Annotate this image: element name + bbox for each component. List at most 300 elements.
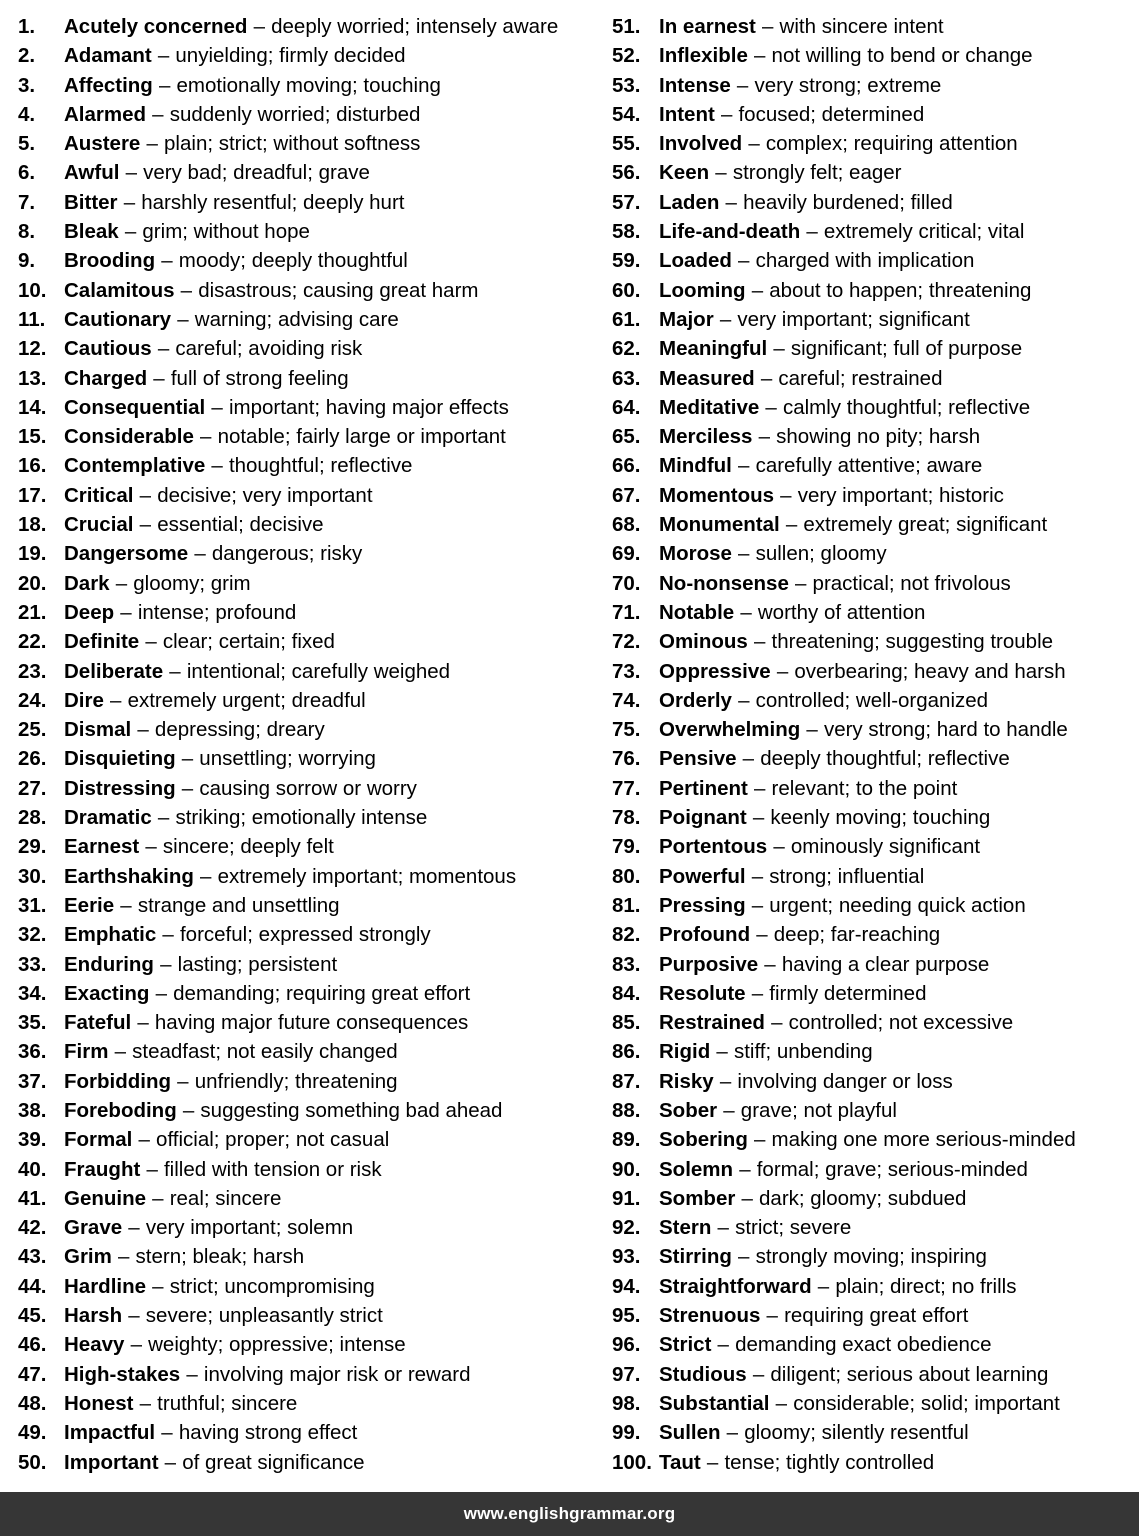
list-item [18,569,612,598]
en-dash-separator: – [720,102,733,126]
list-item [18,539,612,568]
en-dash-separator: – [738,688,750,712]
list-item [18,1418,612,1447]
list-item [612,393,1139,422]
list-item [18,1448,612,1477]
list-item-definition: involving danger or loss [737,1069,953,1093]
list-item-number: 80. [612,864,641,888]
list-item-definition: suggesting something bad ahead [200,1098,503,1122]
list-item-term: Measured [659,366,755,390]
list-item-number: 2. [18,44,36,68]
list-item-definition: intentional; carefully weighed [186,659,451,683]
list-item-number: 56. [612,161,641,185]
en-dash-separator: – [253,15,265,38]
en-dash-separator: – [748,132,760,156]
list-item-term: Honest [64,1391,134,1415]
list-item [18,41,612,70]
list-item-definition: extremely urgent; dreadful [127,688,366,712]
list-item-definition: having a clear purpose [781,952,990,976]
list-item-term: Hardline [64,1274,147,1298]
list-item [612,774,1139,803]
list-item-definition: unyielding; firmly decided [175,44,406,68]
en-dash-separator: – [773,835,785,859]
en-dash-separator: – [766,1304,778,1328]
en-dash-separator: – [146,1157,158,1181]
list-item [18,1272,612,1301]
list-item-definition: grave; not playful [740,1098,897,1122]
en-dash-separator: – [115,571,128,595]
en-dash-separator: – [153,366,165,390]
list-item-definition: formal; grave; serious-minded [756,1157,1028,1181]
list-item-definition: of great significance [182,1450,365,1474]
en-dash-separator: – [806,718,818,742]
en-dash-separator: – [773,337,785,361]
list-item-definition: plain; strict; without softness [164,132,421,156]
list-item-definition: extremely great; significant [803,513,1048,537]
en-dash-separator: – [139,483,152,507]
list-item-number: 4. [18,102,36,126]
list-item-term: Intent [659,102,715,126]
list-item-number: 27. [18,776,47,800]
list-item [18,1067,612,1096]
list-item [18,891,612,920]
en-dash-separator: – [806,220,818,244]
list-item [612,422,1139,451]
list-item-term: Contemplative [64,454,206,478]
list-item-definition: strongly moving; inspiring [755,1245,987,1269]
list-item-definition: very strong; extreme [754,73,942,97]
list-item [612,12,1139,41]
list-item-number: 49. [18,1421,47,1445]
list-item-definition: emotionally moving; touching [176,73,441,97]
list-item [612,832,1139,861]
en-dash-separator: – [738,542,750,566]
list-item-definition: dangerous; risky [211,542,363,566]
list-item-definition: very important; significant [737,307,970,331]
list-item [612,1037,1139,1066]
list-item-number: 39. [18,1128,47,1152]
list-item [612,71,1139,100]
list-item-number: 64. [612,395,641,419]
en-dash-separator: – [180,278,193,302]
list-item [612,744,1139,773]
en-dash-separator: – [738,249,750,273]
list-item-term: Morose [659,542,732,566]
list-item [612,1125,1139,1154]
list-item-definition: warning; advising care [194,307,399,331]
list-item-term: Bitter [64,190,118,214]
list-item-term: Heavy [64,1333,125,1357]
list-item-number: 59. [612,249,641,273]
list-item-number: 50. [18,1450,47,1474]
en-dash-separator: – [725,190,737,214]
en-dash-separator: – [161,1421,173,1445]
en-dash-separator: – [128,1304,140,1328]
list-item-number: 13. [18,366,47,390]
en-dash-separator: – [741,1186,753,1210]
en-dash-separator: – [125,161,137,185]
list-item-definition: gloomy; grim [133,571,251,595]
list-item-definition: clear; certain; fixed [162,630,335,654]
list-item [612,950,1139,979]
list-item-number: 96. [612,1333,641,1357]
list-item-number: 16. [18,454,47,478]
list-item [612,129,1139,158]
list-item-number: 44. [18,1274,47,1298]
list-item-definition: thoughtful; reflective [228,454,413,478]
list-item-definition: striking; emotionally intense [175,806,428,830]
list-item-definition: making one more serious-minded [771,1128,1076,1152]
list-item [18,246,612,275]
list-item-number: 12. [18,337,47,361]
list-item-definition: urgent; needing quick action [769,893,1026,917]
en-dash-separator: – [186,1362,198,1386]
list-item [18,364,612,393]
list-item [612,686,1139,715]
list-item [18,1037,612,1066]
list-item [612,1360,1139,1389]
list-item [18,979,612,1008]
list-item-term: Risky [659,1069,714,1093]
list-item-term: Emphatic [64,923,157,947]
list-item-term: Definite [64,630,140,654]
list-item-definition: keenly moving; touching [770,806,991,830]
list-item-definition: threatening; suggesting trouble [771,630,1054,654]
list-item-term: Cautious [64,337,152,361]
list-item [18,1096,612,1125]
list-item-number: 71. [612,600,641,624]
list-item-term: Oppressive [659,659,771,683]
list-item-definition: focused; determined [738,102,925,126]
list-item-definition: strict; uncompromising [169,1274,375,1298]
vocabulary-list-right [612,12,1139,1477]
list-item-term: Fraught [64,1157,141,1181]
vocabulary-column-left [0,12,612,1477]
list-item-number: 47. [18,1362,47,1386]
list-item-number: 74. [612,688,641,712]
list-item-number: 7. [18,190,36,214]
list-item [612,510,1139,539]
list-item-term: Genuine [64,1186,147,1210]
list-item-definition: very bad; dreadful; grave [143,161,370,185]
list-item-number: 20. [18,571,47,595]
list-item-definition: tense; tightly controlled [724,1450,935,1474]
footer-website-url: www.englishgrammar.org [463,1504,676,1523]
list-item-term: Strict [659,1333,712,1357]
en-dash-separator: – [738,454,750,478]
list-item-definition: considerable; solid; important [793,1391,1060,1415]
en-dash-separator: – [751,864,764,888]
list-item-number: 89. [612,1128,641,1152]
en-dash-separator: – [762,15,774,38]
list-item [612,246,1139,275]
en-dash-separator: – [785,513,798,537]
list-item-number: 57. [612,190,641,214]
list-item-term: Dangersome [64,542,189,566]
en-dash-separator: – [715,161,727,185]
list-item [18,305,612,334]
list-item-definition: with sincere intent [779,15,944,38]
list-item-definition: moody; deeply thoughtful [178,249,408,273]
list-item-number: 100. [612,1450,652,1474]
list-item-definition: charged with implication [755,249,975,273]
list-item [18,188,612,217]
list-item-definition: practical; not frivolous [812,571,1011,595]
list-item-term: No-nonsense [659,571,789,595]
list-item-term: Brooding [64,249,156,273]
list-item [18,862,612,891]
list-item [612,1096,1139,1125]
list-item-number: 32. [18,923,47,947]
en-dash-separator: – [739,1157,751,1181]
list-item-term: Notable [659,600,735,624]
list-item-definition: controlled; not excessive [788,1011,1014,1035]
two-column-layout [0,12,1139,1477]
list-item-number: 19. [18,542,47,566]
list-item-definition: firmly determined [769,981,927,1005]
list-item-term: Deep [64,600,115,624]
en-dash-separator: – [169,659,181,683]
list-item-definition: full of strong feeling [170,366,349,390]
list-item [18,334,612,363]
list-item [612,217,1139,246]
list-item-definition: unfriendly; threatening [194,1069,398,1093]
en-dash-separator: – [161,249,173,273]
list-item [612,1213,1139,1242]
list-item-term: Harsh [64,1304,123,1328]
en-dash-separator: – [181,776,194,800]
list-item-number: 79. [612,835,641,859]
list-item-term: Profound [659,923,751,947]
list-item-term: Momentous [659,483,775,507]
list-item-number: 25. [18,718,47,742]
list-item-term: Loaded [659,249,732,273]
list-item-term: Charged [64,366,148,390]
en-dash-separator: – [152,1274,164,1298]
list-item-number: 14. [18,395,47,419]
list-item-number: 46. [18,1333,47,1357]
list-item [612,1242,1139,1271]
list-item-number: 3. [18,73,36,97]
list-item [612,657,1139,686]
en-dash-separator: – [756,923,768,947]
en-dash-separator: – [751,278,764,302]
list-item-definition: filled with tension or risk [163,1157,382,1181]
list-item-definition: heavily burdened; filled [743,190,953,214]
en-dash-separator: – [110,688,122,712]
list-item-number: 28. [18,806,47,830]
list-item-term: Stirring [659,1245,732,1269]
en-dash-separator: – [726,1421,739,1445]
en-dash-separator: – [162,923,174,947]
list-item-number: 67. [612,483,641,507]
list-item-definition: forceful; expressed strongly [179,923,431,947]
en-dash-separator: – [752,806,765,830]
list-item-definition: official; proper; not casual [156,1128,390,1152]
list-item-number: 11. [18,307,46,331]
list-item [18,1330,612,1359]
list-item-definition: relevant; to the point [771,776,958,800]
list-item-definition: strange and unsettling [137,893,340,917]
list-item-number: 90. [612,1157,641,1181]
list-item-number: 60. [612,278,641,302]
list-item-term: Resolute [659,981,746,1005]
list-item-term: Impactful [64,1421,156,1445]
list-item-number: 45. [18,1304,47,1328]
list-item-term: Mindful [659,454,732,478]
list-item-definition: extremely critical; vital [823,220,1025,244]
list-item-definition: causing sorrow or worry [199,776,417,800]
list-item-definition: notable; fairly large or important [217,425,506,449]
list-item-definition: extremely important; momentous [217,864,517,888]
en-dash-separator: – [130,1333,142,1357]
list-item-term: High-stakes [64,1362,181,1386]
list-item [612,481,1139,510]
list-item-term: Rigid [659,1040,711,1064]
list-item-term: Grim [64,1245,112,1269]
en-dash-separator: – [771,1011,783,1035]
list-item-term: Straightforward [659,1274,812,1298]
list-item-term: Looming [659,278,746,302]
en-dash-separator: – [158,73,171,97]
list-item-term: Inflexible [659,44,748,68]
list-item-number: 42. [18,1216,47,1240]
list-item-number: 41. [18,1186,47,1210]
list-item-definition: demanding exact obedience [735,1333,992,1357]
list-item-definition: showing no pity; harsh [776,425,981,449]
list-item-definition: carefully attentive; aware [755,454,983,478]
list-item-definition: stern; bleak; harsh [135,1245,305,1269]
list-item-definition: dark; gloomy; subdued [759,1186,967,1210]
en-dash-separator: – [177,1069,189,1093]
en-dash-separator: – [114,1040,126,1064]
list-item-definition: worthy of attention [757,600,926,624]
list-item [612,1155,1139,1184]
list-item-term: Ominous [659,630,748,654]
list-item-term: Awful [64,161,120,185]
list-item-term: Eerie [64,893,115,917]
list-item [612,979,1139,1008]
en-dash-separator: – [742,747,755,771]
list-item-definition: severe; unpleasantly strict [145,1304,383,1328]
list-item-definition: stiff; unbending [733,1040,873,1064]
list-item-definition: overbearing; heavy and harsh [794,659,1066,683]
en-dash-separator: – [123,190,136,214]
list-item-number: 22. [18,630,47,654]
list-item-number: 77. [612,776,641,800]
list-item-number: 23. [18,659,47,683]
en-dash-separator: – [200,425,212,449]
list-item [612,334,1139,363]
list-item-number: 78. [612,806,641,830]
list-item-definition: controlled; well-organized [755,688,989,712]
list-item-definition: requiring great effort [784,1304,969,1328]
list-item [612,1448,1139,1477]
list-item-definition: strict; severe [735,1216,852,1240]
list-item [18,1213,612,1242]
en-dash-separator: – [776,659,789,683]
list-item-number: 37. [18,1069,47,1093]
list-item-term: Solemn [659,1157,734,1181]
list-item [612,305,1139,334]
en-dash-separator: – [157,806,170,830]
list-item-definition: grim; without hope [142,220,310,244]
list-item-number: 5. [18,132,36,156]
list-item-term: Cautionary [64,307,172,331]
list-item-term: Deliberate [64,659,164,683]
list-item-term: Foreboding [64,1098,177,1122]
list-item-term: Pensive [659,747,737,771]
en-dash-separator: – [211,454,223,478]
list-item-number: 62. [612,337,641,361]
list-item-term: Firm [64,1040,109,1064]
list-item-number: 10. [18,278,47,302]
list-item-term: Austere [64,132,141,156]
list-item-definition: having major future consequences [154,1011,469,1035]
en-dash-separator: – [752,1362,765,1386]
list-item-number: 69. [612,542,641,566]
list-item [18,100,612,129]
footer-banner [0,1492,1139,1536]
list-item-number: 84. [612,981,641,1005]
list-item-number: 94. [612,1274,641,1298]
list-item-number: 88. [612,1098,641,1122]
list-item [18,627,612,656]
list-item-number: 38. [18,1098,47,1122]
list-item-term: Alarmed [64,102,147,126]
en-dash-separator: – [157,44,170,68]
list-item-term: Affecting [64,73,153,97]
list-item [612,920,1139,949]
list-item [612,100,1139,129]
list-item-number: 61. [612,307,641,331]
list-item [18,217,612,246]
list-item [612,715,1139,744]
list-item-number: 18. [18,513,47,537]
en-dash-separator: – [155,981,167,1005]
en-dash-separator: – [780,483,792,507]
list-item-definition: gloomy; silently resentful [744,1421,969,1445]
list-item [18,803,612,832]
list-item [18,744,612,773]
list-item-number: 9. [18,249,36,273]
en-dash-separator: – [145,630,157,654]
list-item-definition: disastrous; causing great harm [198,278,479,302]
list-item [612,1184,1139,1213]
en-dash-separator: – [795,571,807,595]
list-item [18,1155,612,1184]
list-item [612,158,1139,187]
list-item-number: 92. [612,1216,641,1240]
en-dash-separator: – [716,1040,728,1064]
en-dash-separator: – [751,981,764,1005]
list-item-definition: strongly felt; eager [732,161,902,185]
list-item-definition: intense; profound [137,600,297,624]
list-item-number: 63. [612,366,641,390]
list-item-term: Substantial [659,1391,770,1415]
list-item-term: Considerable [64,425,194,449]
list-item-definition: significant; full of purpose [790,337,1023,361]
en-dash-separator: – [760,366,773,390]
list-item-definition: important; having major effects [228,395,509,419]
list-item-term: Major [659,307,714,331]
list-item-number: 85. [612,1011,641,1035]
list-item-number: 95. [612,1304,641,1328]
list-item [18,1125,612,1154]
en-dash-separator: – [139,1391,152,1415]
list-item-term: Enduring [64,952,154,976]
list-item-term: Restrained [659,1011,765,1035]
